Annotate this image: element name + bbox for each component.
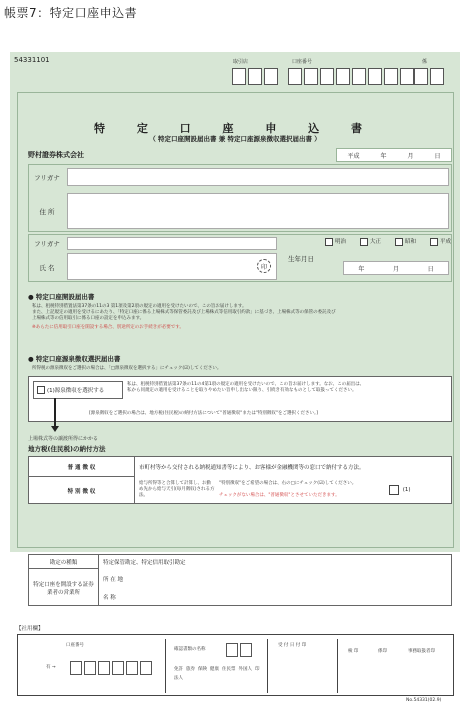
section1-text: 私は、租税特別措置法第37条の11の3 第1項及第2項の規定の適用を受けたいので、この旨お届けします。 また、上記規定の適用を受けるにあたり、「特定口座に係る上場株式等保管委託及び上場株式等信用取引約款」に基づき、上場株式等の保管の委託及び 上場株式等の信用取引に係る口座の設定を申込みます。 xyxy=(32,304,336,321)
internal-confirm-boxes[interactable] xyxy=(226,643,254,657)
era-taisho[interactable]: 大正 xyxy=(360,237,381,249)
arrow-head-icon xyxy=(51,426,59,432)
section1-title: ● 特定口座開設届出書 xyxy=(28,293,95,301)
normal-collection-label: 普 通 徴 収 xyxy=(29,457,135,477)
internal-use-label: 【社用欄】 xyxy=(16,626,44,632)
local-tax-heading2: 地方税(住民税)の納付方法 xyxy=(28,445,106,453)
era-meiji[interactable]: 明治 xyxy=(325,237,346,249)
section2-title: ● 特定口座源泉徴収選択届出書 xyxy=(28,355,121,363)
date-field[interactable]: 平成 年 月 日 xyxy=(336,148,452,162)
role-inspector: 検 印 xyxy=(348,649,359,654)
normal-collection-text: 市町村等から交付される納税通知書等により、お客様が金融機関等の窓口で納付する方法。 xyxy=(139,465,365,471)
special-collection-note2: チェックがない場合は、"普通徴収"とさせていただきます。 xyxy=(219,493,340,498)
account-label: 口座番号 xyxy=(292,59,313,65)
branch-label: 取引店 xyxy=(233,59,249,65)
account-number-boxes[interactable] xyxy=(288,68,416,85)
local-tax-table xyxy=(28,456,452,504)
internal-yes-label: 有 → xyxy=(46,665,56,670)
account-kind-table xyxy=(28,554,452,606)
local-tax-instruction: [源泉徴収をご選択の場合は、地方税(住民税)の納付方法について"普通徴収"または"特別徴収"をご選択ください。] xyxy=(89,411,318,416)
address-label: 住 所 xyxy=(39,207,55,216)
section2-prompt: 所得税の源泉徴収をご選択の場合は、「□源泉徴収を選択する」にチェック(☑)してください。 xyxy=(32,366,222,371)
internal-doc-items: 免許 旅券 保険 健康 住民票 外国人 印 法人 xyxy=(174,667,260,681)
account-kind-value: 特定保管勘定、特定信用取引勘定 xyxy=(103,560,186,566)
internal-account-boxes[interactable] xyxy=(70,661,154,675)
role-handler: 事務取扱者印 xyxy=(408,649,435,654)
local-tax-heading1: 上場株式等の譲渡所得にかかる xyxy=(28,436,99,442)
role-clerk: 係印 xyxy=(378,649,387,654)
special-collection-option[interactable]: (1) xyxy=(389,483,449,497)
company-name: 野村證券株式会社 xyxy=(28,151,84,159)
account-kind-label: 勘定の種類 xyxy=(29,555,99,569)
internal-account-cell xyxy=(26,639,166,693)
form-number: 54331101 xyxy=(14,56,50,64)
birth-label: 生年月日 xyxy=(288,254,314,263)
address-furigana-input[interactable] xyxy=(67,168,449,186)
internal-account-label: 口座番号 xyxy=(66,643,84,648)
down-arrow-icon xyxy=(54,398,56,428)
staff-label: 係 xyxy=(422,59,428,65)
birth-date-input[interactable]: 年 月 日 xyxy=(343,261,449,275)
internal-confirm-cell xyxy=(170,639,268,693)
address-block xyxy=(28,164,452,232)
seal-mark: 印 xyxy=(257,259,271,273)
staff-boxes[interactable] xyxy=(414,68,446,85)
receipt-stamp-label: 受 付 日 付 印 xyxy=(278,643,307,648)
internal-confirm-label: 確認書類の名称 xyxy=(174,647,206,652)
receipt-stamp-cell xyxy=(272,639,338,693)
name-furigana-input[interactable] xyxy=(67,237,277,250)
era-heisei[interactable]: 平成 xyxy=(430,237,451,249)
header-title: 帳票7：特定口座申込書 xyxy=(4,6,138,20)
form-subtitle: （ 特定口座開設届出書 兼 特定口座源泉徴収選択届出書 ） xyxy=(149,135,321,143)
special-collection-note: "特別徴収"をご希望の場合は、右の□にチェック(☑)してください。 xyxy=(219,481,357,486)
withholding-option[interactable]: (1)源泉徴収を選択する xyxy=(33,381,123,399)
office-location-label: 所 在 地 xyxy=(103,577,123,583)
branch-boxes[interactable] xyxy=(232,68,280,85)
furigana-label: フリガナ xyxy=(34,173,60,182)
era-showa[interactable]: 昭和 xyxy=(395,237,416,249)
era-options xyxy=(325,237,451,249)
name-input[interactable] xyxy=(67,253,277,280)
name-block xyxy=(28,234,452,282)
form-code: No.54331(02.9) xyxy=(406,698,442,703)
withholding-table xyxy=(28,376,452,422)
name-furigana-label: フリガナ xyxy=(34,239,60,248)
withholding-text: 私は、租税特別措置法第37条の11の4第1項の規定の適用を受けたいので、この旨お届けします。なお、この届出は、 私から同規定の適用を受けることを取りやめたい旨申し出ない限り、引続き有効なものとして取扱ってください。 xyxy=(127,382,365,393)
special-collection-checkbox[interactable] xyxy=(389,485,399,495)
address-input[interactable] xyxy=(67,193,449,229)
office-label: 特定口座を開設する証券業者の営業所 xyxy=(29,569,99,606)
special-collection-label: 特 別 徴 収 xyxy=(29,477,135,504)
office-name-label: 名 称 xyxy=(103,595,116,601)
internal-use-section xyxy=(17,634,454,696)
special-collection-text: 給与所得等と合算して計算し、お勤め先から給与天引(毎月徴収)される方法。 xyxy=(139,481,215,498)
application-form xyxy=(10,52,460,704)
form-title: 特 定 口 座 申 込 書 xyxy=(94,122,376,135)
name-label: 氏 名 xyxy=(39,263,55,272)
withholding-checkbox[interactable] xyxy=(37,386,45,394)
section1-note: ※あらたに信用取引口座を開設する場合、別途所定のお手続きが必要です。 xyxy=(32,325,184,330)
